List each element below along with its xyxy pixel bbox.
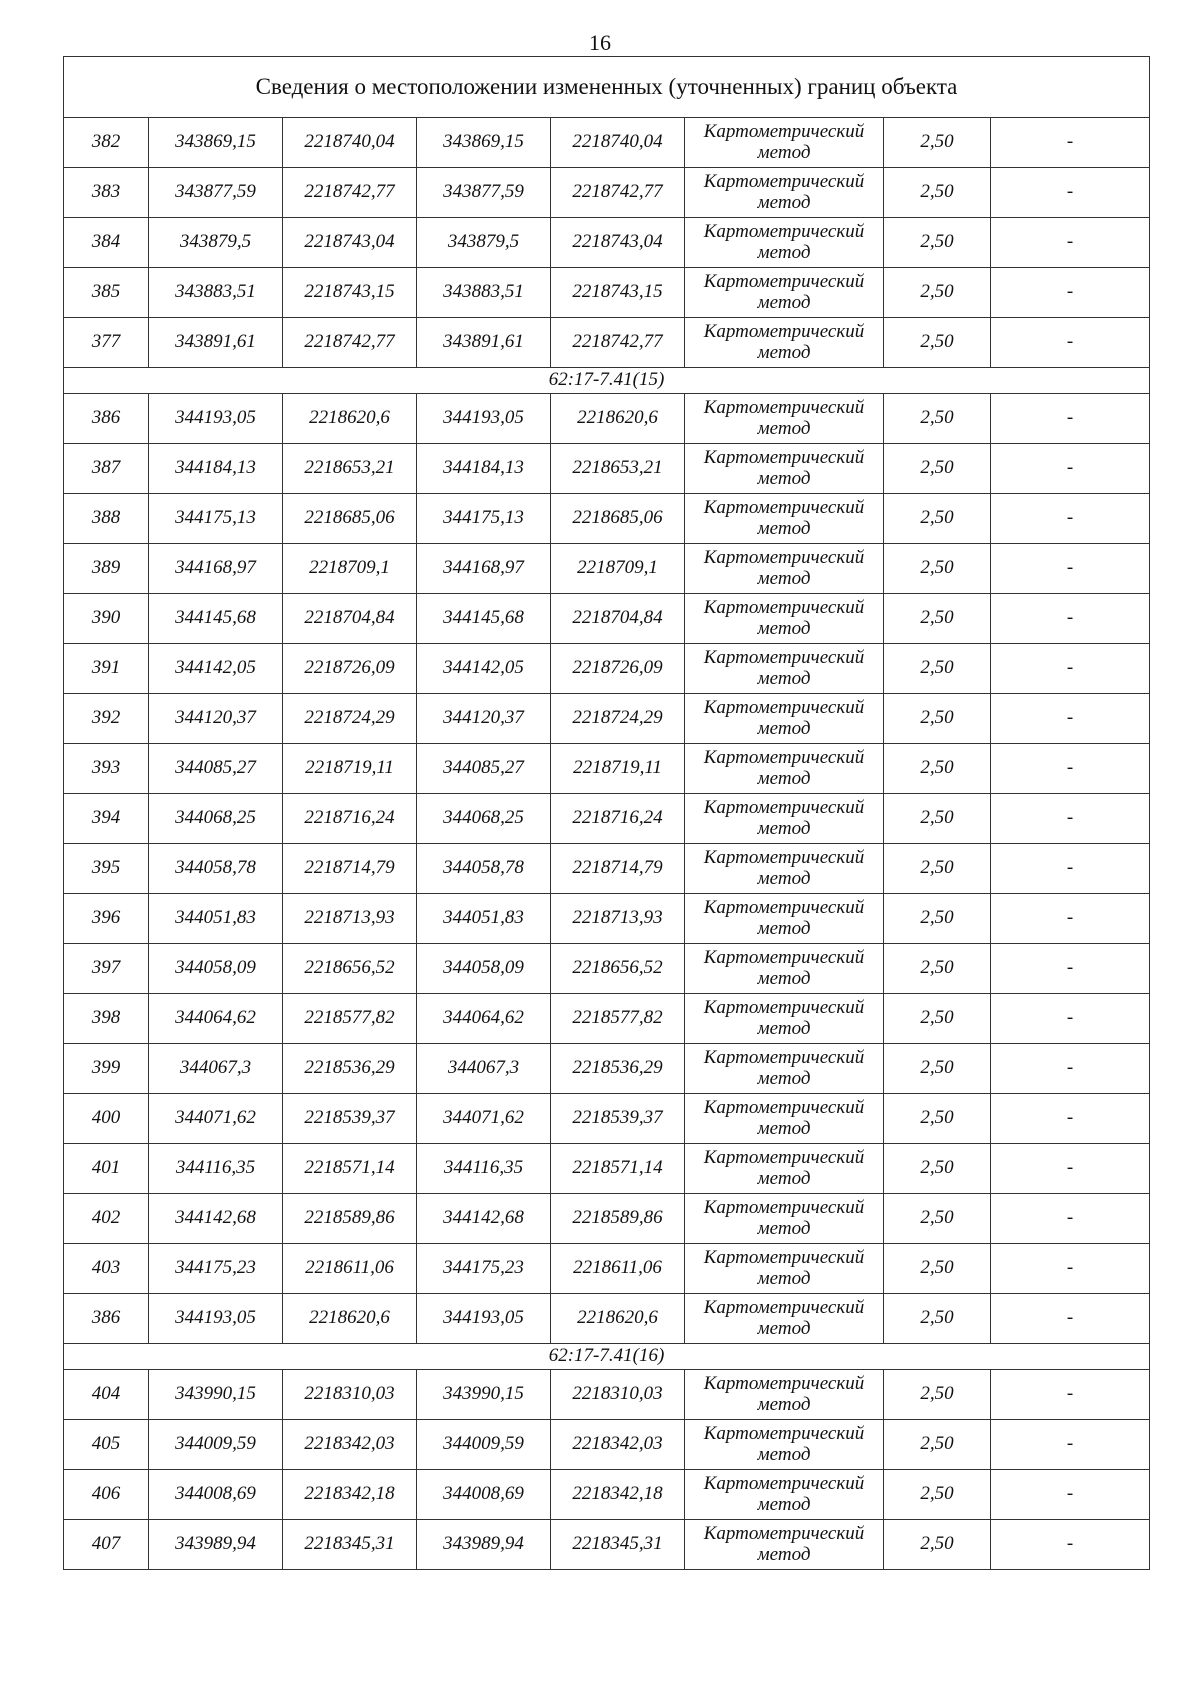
table-row [64,694,1150,744]
method-cell: Картометрический метод [685,318,884,368]
point-number-cell: 387 [64,444,149,494]
table-row [64,544,1150,594]
table-row [64,168,1150,218]
method-cell: Картометрический метод [685,544,884,594]
y-existing-cell: 2218310,03 [283,1370,417,1420]
accuracy-cell: 2,50 [884,1420,991,1470]
method-cell: Картометрический метод [685,844,884,894]
accuracy-cell: 2,50 [884,268,991,318]
method-cell: Картометрический метод [685,218,884,268]
x-existing-cell: 344085,27 [149,744,283,794]
table-row [64,1094,1150,1144]
accuracy-cell: 2,50 [884,1044,991,1094]
x-existing-cell: 344175,13 [149,494,283,544]
x-new-cell: 344145,68 [417,594,551,644]
accuracy-cell: 2,50 [884,744,991,794]
table-row [64,218,1150,268]
x-existing-cell: 344058,09 [149,944,283,994]
accuracy-cell: 2,50 [884,644,991,694]
method-cell: Картометрический метод [685,118,884,168]
point-number-cell: 403 [64,1244,149,1294]
x-new-cell: 343883,51 [417,268,551,318]
y-existing-cell: 2218345,31 [283,1520,417,1570]
x-existing-cell: 344120,37 [149,694,283,744]
method-cell: Картометрический метод [685,1520,884,1570]
description-cell: - [991,794,1150,844]
table-row [64,1244,1150,1294]
y-existing-cell: 2218342,18 [283,1470,417,1520]
point-number-cell: 377 [64,318,149,368]
y-new-cell: 2218743,04 [551,218,685,268]
x-new-cell: 344058,78 [417,844,551,894]
description-cell: - [991,894,1150,944]
y-existing-cell: 2218713,93 [283,894,417,944]
table-row [64,318,1150,368]
description-cell: - [991,118,1150,168]
y-new-cell: 2218724,29 [551,694,685,744]
accuracy-cell: 2,50 [884,794,991,844]
y-new-cell: 2218740,04 [551,118,685,168]
table-row [64,844,1150,894]
method-cell: Картометрический метод [685,594,884,644]
method-cell: Картометрический метод [685,644,884,694]
description-cell: - [991,1370,1150,1420]
method-cell: Картометрический метод [685,1420,884,1470]
method-cell: Картометрический метод [685,1044,884,1094]
y-new-cell: 2218620,6 [551,394,685,444]
x-new-cell: 343989,94 [417,1520,551,1570]
y-existing-cell: 2218620,6 [283,1294,417,1344]
y-existing-cell: 2218620,6 [283,394,417,444]
coordinates-table [63,56,1150,1570]
x-existing-cell: 344142,68 [149,1194,283,1244]
x-existing-cell: 344184,13 [149,444,283,494]
x-existing-cell: 344193,05 [149,1294,283,1344]
table-row [64,944,1150,994]
y-existing-cell: 2218539,37 [283,1094,417,1144]
point-number-cell: 390 [64,594,149,644]
y-new-cell: 2218726,09 [551,644,685,694]
accuracy-cell: 2,50 [884,544,991,594]
x-existing-cell: 344168,97 [149,544,283,594]
point-number-cell: 400 [64,1094,149,1144]
table-row [64,894,1150,944]
description-cell: - [991,218,1150,268]
y-existing-cell: 2218611,06 [283,1244,417,1294]
y-new-cell: 2218743,15 [551,268,685,318]
method-cell: Картометрический метод [685,1194,884,1244]
point-number-cell: 402 [64,1194,149,1244]
point-number-cell: 406 [64,1470,149,1520]
point-number-cell: 399 [64,1044,149,1094]
section-header-row [64,368,1150,394]
method-cell: Картометрический метод [685,694,884,744]
accuracy-cell: 2,50 [884,1470,991,1520]
point-number-cell: 396 [64,894,149,944]
x-existing-cell: 343990,15 [149,1370,283,1420]
accuracy-cell: 2,50 [884,994,991,1044]
accuracy-cell: 2,50 [884,394,991,444]
x-existing-cell: 344051,83 [149,894,283,944]
y-existing-cell: 2218685,06 [283,494,417,544]
y-existing-cell: 2218656,52 [283,944,417,994]
description-cell: - [991,994,1150,1044]
x-existing-cell: 343989,94 [149,1520,283,1570]
x-existing-cell: 343891,61 [149,318,283,368]
accuracy-cell: 2,50 [884,444,991,494]
y-new-cell: 2218714,79 [551,844,685,894]
description-cell: - [991,844,1150,894]
x-existing-cell: 344009,59 [149,1420,283,1470]
y-new-cell: 2218709,1 [551,544,685,594]
x-new-cell: 344175,23 [417,1244,551,1294]
point-number-cell: 384 [64,218,149,268]
page-number: 16 [589,30,611,55]
point-number-cell: 404 [64,1370,149,1420]
accuracy-cell: 2,50 [884,1370,991,1420]
y-existing-cell: 2218742,77 [283,168,417,218]
description-cell: - [991,744,1150,794]
table-title-row [64,57,1150,118]
point-number-cell: 392 [64,694,149,744]
table-row [64,1420,1150,1470]
accuracy-cell: 2,50 [884,1244,991,1294]
accuracy-cell: 2,50 [884,494,991,544]
method-cell: Картометрический метод [685,994,884,1044]
x-new-cell: 344071,62 [417,1094,551,1144]
method-cell: Картометрический метод [685,168,884,218]
description-cell: - [991,644,1150,694]
accuracy-cell: 2,50 [884,168,991,218]
accuracy-cell: 2,50 [884,844,991,894]
y-existing-cell: 2218653,21 [283,444,417,494]
accuracy-cell: 2,50 [884,1520,991,1570]
x-new-cell: 344009,59 [417,1420,551,1470]
accuracy-cell: 2,50 [884,1294,991,1344]
description-cell: - [991,494,1150,544]
y-existing-cell: 2218704,84 [283,594,417,644]
x-existing-cell: 344071,62 [149,1094,283,1144]
method-cell: Картометрический метод [685,1370,884,1420]
table-row [64,1044,1150,1094]
point-number-cell: 401 [64,1144,149,1194]
y-existing-cell: 2218743,15 [283,268,417,318]
y-existing-cell: 2218536,29 [283,1044,417,1094]
point-number-cell: 394 [64,794,149,844]
x-new-cell: 344175,13 [417,494,551,544]
table-row [64,1144,1150,1194]
description-cell: - [991,1470,1150,1520]
accuracy-cell: 2,50 [884,694,991,744]
point-number-cell: 386 [64,1294,149,1344]
y-new-cell: 2218653,21 [551,444,685,494]
table-row [64,494,1150,544]
section-label: 62:17-7.41(16) [64,1344,1150,1370]
y-new-cell: 2218589,86 [551,1194,685,1244]
method-cell: Картометрический метод [685,444,884,494]
table-row [64,594,1150,644]
table-row [64,118,1150,168]
description-cell: - [991,944,1150,994]
description-cell: - [991,544,1150,594]
y-new-cell: 2218571,14 [551,1144,685,1194]
point-number-cell: 386 [64,394,149,444]
y-new-cell: 2218742,77 [551,318,685,368]
table-row [64,1470,1150,1520]
y-existing-cell: 2218342,03 [283,1420,417,1470]
point-number-cell: 395 [64,844,149,894]
y-new-cell: 2218310,03 [551,1370,685,1420]
y-new-cell: 2218611,06 [551,1244,685,1294]
x-new-cell: 344051,83 [417,894,551,944]
x-new-cell: 344116,35 [417,1144,551,1194]
y-existing-cell: 2218742,77 [283,318,417,368]
accuracy-cell: 2,50 [884,318,991,368]
y-existing-cell: 2218743,04 [283,218,417,268]
point-number-cell: 405 [64,1420,149,1470]
y-new-cell: 2218719,11 [551,744,685,794]
y-existing-cell: 2218571,14 [283,1144,417,1194]
y-existing-cell: 2218716,24 [283,794,417,844]
x-new-cell: 344064,62 [417,994,551,1044]
table-row [64,644,1150,694]
x-existing-cell: 344064,62 [149,994,283,1044]
table-row [64,444,1150,494]
table-row [64,1294,1150,1344]
x-new-cell: 344068,25 [417,794,551,844]
y-new-cell: 2218345,31 [551,1520,685,1570]
method-cell: Картометрический метод [685,1144,884,1194]
x-existing-cell: 344145,68 [149,594,283,644]
table-row [64,268,1150,318]
x-new-cell: 344067,3 [417,1044,551,1094]
description-cell: - [991,1044,1150,1094]
point-number-cell: 389 [64,544,149,594]
x-new-cell: 343891,61 [417,318,551,368]
description-cell: - [991,1194,1150,1244]
table-row [64,1520,1150,1570]
description-cell: - [991,268,1150,318]
table-row [64,1370,1150,1420]
table-row [64,744,1150,794]
point-number-cell: 397 [64,944,149,994]
description-cell: - [991,1294,1150,1344]
y-existing-cell: 2218714,79 [283,844,417,894]
description-cell: - [991,1094,1150,1144]
y-new-cell: 2218620,6 [551,1294,685,1344]
x-new-cell: 344120,37 [417,694,551,744]
method-cell: Картометрический метод [685,1470,884,1520]
method-cell: Картометрический метод [685,794,884,844]
x-new-cell: 344085,27 [417,744,551,794]
table-row [64,794,1150,844]
x-existing-cell: 344142,05 [149,644,283,694]
table-title: Сведения о местоположении измененных (уточненных) границ объекта [64,57,1150,118]
y-existing-cell: 2218724,29 [283,694,417,744]
y-new-cell: 2218577,82 [551,994,685,1044]
y-new-cell: 2218716,24 [551,794,685,844]
x-existing-cell: 343869,15 [149,118,283,168]
x-existing-cell: 344116,35 [149,1144,283,1194]
accuracy-cell: 2,50 [884,118,991,168]
description-cell: - [991,1420,1150,1470]
x-new-cell: 343869,15 [417,118,551,168]
description-cell: - [991,594,1150,644]
method-cell: Картометрический метод [685,744,884,794]
y-new-cell: 2218742,77 [551,168,685,218]
x-existing-cell: 344058,78 [149,844,283,894]
y-existing-cell: 2218726,09 [283,644,417,694]
x-new-cell: 344193,05 [417,1294,551,1344]
x-existing-cell: 343883,51 [149,268,283,318]
method-cell: Картометрический метод [685,1244,884,1294]
point-number-cell: 382 [64,118,149,168]
method-cell: Картометрический метод [685,1294,884,1344]
point-number-cell: 398 [64,994,149,1044]
x-existing-cell: 344175,23 [149,1244,283,1294]
point-number-cell: 383 [64,168,149,218]
x-new-cell: 344168,97 [417,544,551,594]
point-number-cell: 385 [64,268,149,318]
point-number-cell: 391 [64,644,149,694]
description-cell: - [991,1144,1150,1194]
accuracy-cell: 2,50 [884,1144,991,1194]
x-existing-cell: 344008,69 [149,1470,283,1520]
x-existing-cell: 343877,59 [149,168,283,218]
x-new-cell: 343990,15 [417,1370,551,1420]
description-cell: - [991,694,1150,744]
point-number-cell: 388 [64,494,149,544]
x-new-cell: 344142,05 [417,644,551,694]
method-cell: Картометрический метод [685,394,884,444]
table-row [64,994,1150,1044]
y-existing-cell: 2218709,1 [283,544,417,594]
accuracy-cell: 2,50 [884,218,991,268]
table-row [64,1194,1150,1244]
description-cell: - [991,1244,1150,1294]
description-cell: - [991,1520,1150,1570]
y-new-cell: 2218539,37 [551,1094,685,1144]
y-existing-cell: 2218577,82 [283,994,417,1044]
y-new-cell: 2218342,03 [551,1420,685,1470]
description-cell: - [991,444,1150,494]
y-new-cell: 2218656,52 [551,944,685,994]
y-new-cell: 2218342,18 [551,1470,685,1520]
x-new-cell: 344058,09 [417,944,551,994]
accuracy-cell: 2,50 [884,1194,991,1244]
accuracy-cell: 2,50 [884,594,991,644]
x-new-cell: 343877,59 [417,168,551,218]
description-cell: - [991,168,1150,218]
x-new-cell: 344008,69 [417,1470,551,1520]
section-label: 62:17-7.41(15) [64,368,1150,394]
description-cell: - [991,318,1150,368]
accuracy-cell: 2,50 [884,944,991,994]
x-new-cell: 344184,13 [417,444,551,494]
x-new-cell: 344142,68 [417,1194,551,1244]
x-existing-cell: 344193,05 [149,394,283,444]
method-cell: Картометрический метод [685,1094,884,1144]
point-number-cell: 407 [64,1520,149,1570]
table-row [64,394,1150,444]
accuracy-cell: 2,50 [884,894,991,944]
y-existing-cell: 2218740,04 [283,118,417,168]
y-new-cell: 2218704,84 [551,594,685,644]
section-header-row [64,1344,1150,1370]
method-cell: Картометрический метод [685,494,884,544]
x-new-cell: 343879,5 [417,218,551,268]
y-existing-cell: 2218719,11 [283,744,417,794]
x-new-cell: 344193,05 [417,394,551,444]
x-existing-cell: 344068,25 [149,794,283,844]
x-existing-cell: 343879,5 [149,218,283,268]
method-cell: Картометрический метод [685,894,884,944]
method-cell: Картометрический метод [685,944,884,994]
y-new-cell: 2218713,93 [551,894,685,944]
y-new-cell: 2218536,29 [551,1044,685,1094]
point-number-cell: 393 [64,744,149,794]
method-cell: Картометрический метод [685,268,884,318]
accuracy-cell: 2,50 [884,1094,991,1144]
x-existing-cell: 344067,3 [149,1044,283,1094]
y-new-cell: 2218685,06 [551,494,685,544]
y-existing-cell: 2218589,86 [283,1194,417,1244]
description-cell: - [991,394,1150,444]
